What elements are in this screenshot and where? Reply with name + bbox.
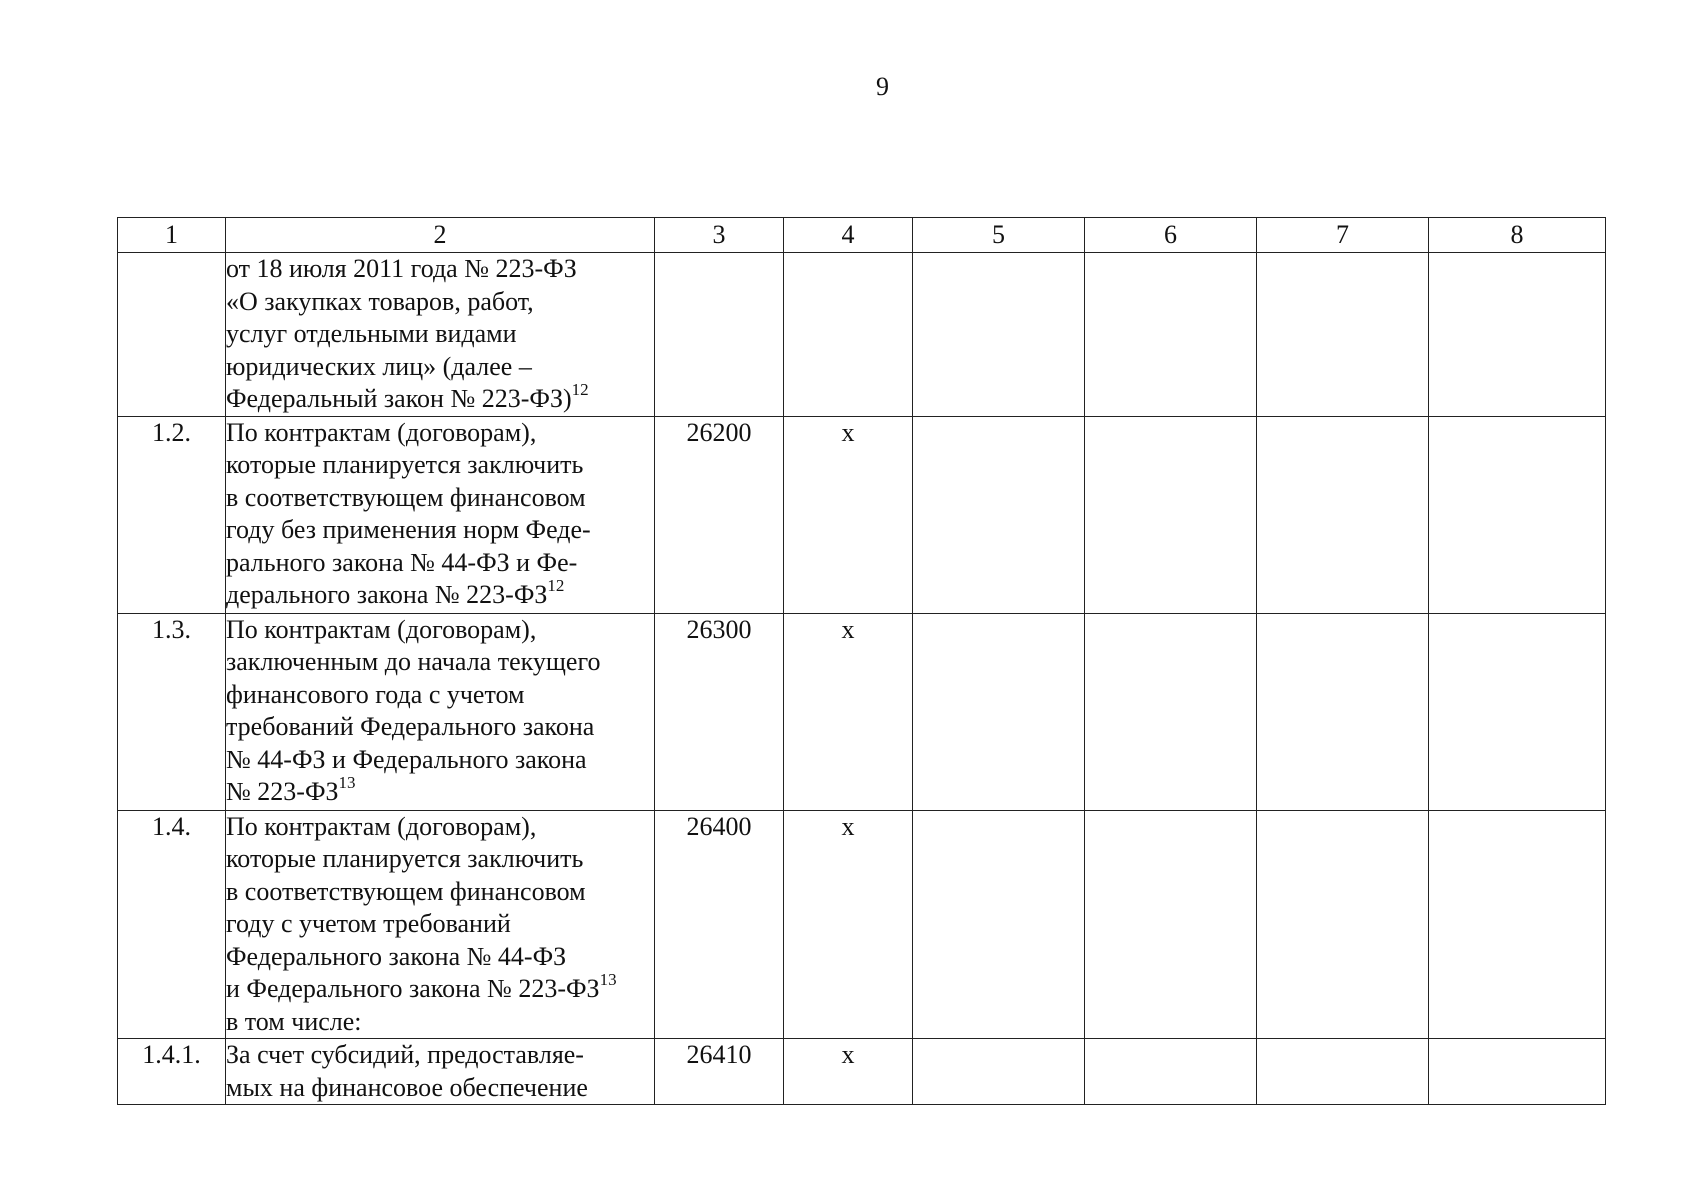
description-line: № 44-ФЗ и Федерального закона: [226, 744, 587, 774]
description-line: [226, 576, 654, 612]
table-row: [118, 253, 1606, 417]
description-line: По контрактам (договорам),: [226, 417, 537, 447]
empty-cell: [1085, 416, 1257, 613]
description-line: которые планируется заключить: [226, 844, 584, 873]
empty-cell: [1085, 810, 1257, 1039]
header-cell-7: 7: [1257, 218, 1429, 253]
header-cell-3: 3: [655, 218, 784, 253]
row-number: 1.2.: [118, 416, 226, 613]
empty-cell: [1085, 1039, 1257, 1105]
header-cell-2: 2: [226, 218, 655, 253]
row-description: [226, 1039, 655, 1105]
description-line: «О закупках товаров, работ,: [226, 286, 534, 316]
row-col4: х: [784, 613, 913, 810]
empty-cell: [1257, 1039, 1429, 1105]
description-line: требований Федерального закона: [226, 712, 595, 741]
description-line: По контрактам (договорам),: [226, 614, 537, 644]
description-line: в соответствующем финансовом: [226, 876, 586, 906]
header-cell-4: 4: [784, 218, 913, 253]
empty-cell: [1257, 416, 1429, 613]
description-line: [226, 380, 654, 416]
header-cell-8: 8: [1429, 218, 1606, 253]
table-row: [118, 810, 1606, 1039]
description-line: [226, 970, 654, 1006]
description-line: заключенным до начала текущего: [226, 647, 601, 676]
row-number: 1.4.1.: [118, 1039, 226, 1105]
row-code: 26300: [655, 613, 784, 810]
empty-cell: [1429, 1039, 1606, 1105]
header-row: [118, 218, 1606, 253]
description-line: услуг отдельными видами: [226, 319, 517, 348]
row-code: 26410: [655, 1039, 784, 1105]
row-code: 26400: [655, 810, 784, 1039]
description-line: По контрактам (договорам),: [226, 811, 537, 841]
table-row: [118, 416, 1606, 613]
description-line: Федерального закона № 44-ФЗ: [226, 941, 567, 971]
empty-cell: [913, 613, 1085, 810]
description-line: году с учетом требований: [226, 909, 511, 938]
empty-cell: [913, 810, 1085, 1039]
row-description: [226, 613, 655, 810]
description-line: году без применения норм Феде-: [226, 515, 591, 544]
empty-cell: [1257, 253, 1429, 417]
row-code: [655, 253, 784, 417]
row-description: [226, 253, 655, 417]
row-col4: х: [784, 1039, 913, 1105]
header-cell-5: 5: [913, 218, 1085, 253]
description-line-text: Федеральный закон № 223-ФЗ): [226, 384, 572, 413]
row-number: [118, 253, 226, 417]
empty-cell: [913, 416, 1085, 613]
footnote-marker: 13: [338, 773, 356, 792]
table-row: [118, 613, 1606, 810]
empty-cell: [1257, 810, 1429, 1039]
description-line-text: № 223-ФЗ: [226, 777, 339, 806]
data-table: [117, 217, 1606, 1105]
empty-cell: [913, 253, 1085, 417]
empty-cell: [913, 1039, 1085, 1105]
row-number: 1.4.: [118, 810, 226, 1039]
header-cell-6: 6: [1085, 218, 1257, 253]
description-line: от 18 июля 2011 года № 223-ФЗ: [226, 254, 577, 283]
empty-cell: [1257, 613, 1429, 810]
description-line: мых на финансовое обеспечение: [226, 1072, 588, 1102]
description-line-text: дерального закона № 223-ФЗ: [226, 580, 548, 609]
description-line-text: и Федерального закона № 223-ФЗ: [226, 974, 600, 1003]
header-cell-1: 1: [118, 218, 226, 253]
description-line: рального закона № 44-ФЗ и Фе-: [226, 547, 578, 577]
description-line: [226, 773, 654, 809]
empty-cell: [1429, 253, 1606, 417]
row-code: 26200: [655, 416, 784, 613]
row-col4: х: [784, 416, 913, 613]
row-col4: х: [784, 810, 913, 1039]
empty-cell: [1085, 613, 1257, 810]
footnote-marker: 12: [571, 380, 589, 399]
footnote-marker: 13: [599, 970, 617, 989]
row-description: [226, 810, 655, 1039]
row-number: 1.3.: [118, 613, 226, 810]
row-description: [226, 416, 655, 613]
description-line: юридических лиц» (далее –: [226, 351, 532, 381]
description-line: в соответствующем финансовом: [226, 482, 586, 512]
description-line: За счет субсидий, предоставляе-: [226, 1040, 584, 1069]
table-row: [118, 1039, 1606, 1105]
footnote-marker: 12: [547, 576, 565, 595]
empty-cell: [1085, 253, 1257, 417]
description-line: которые планируется заключить: [226, 450, 584, 479]
description-line: в том числе:: [226, 1006, 362, 1036]
description-line: финансового года с учетом: [226, 679, 525, 709]
empty-cell: [1429, 416, 1606, 613]
empty-cell: [1429, 810, 1606, 1039]
empty-cell: [1429, 613, 1606, 810]
row-col4: [784, 253, 913, 417]
page-number: 9: [876, 72, 889, 101]
